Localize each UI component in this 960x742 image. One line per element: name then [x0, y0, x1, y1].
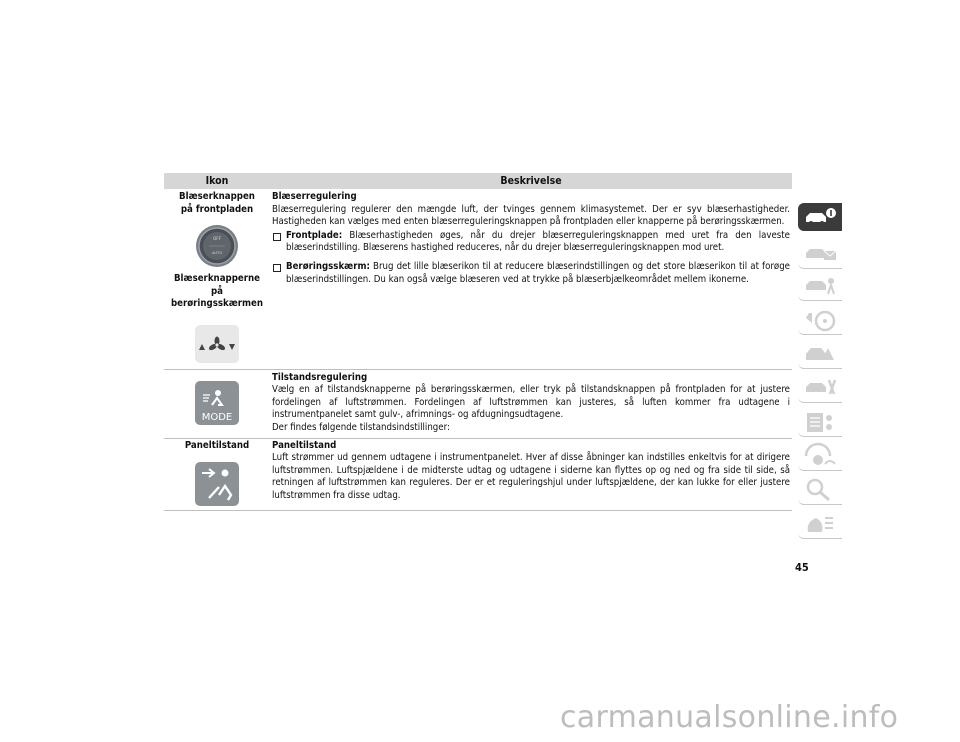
header-icon: Ikon	[164, 173, 270, 189]
bullet-label: Frontplade:	[286, 229, 343, 241]
crash-icon	[798, 340, 842, 368]
tab-crash[interactable]	[798, 340, 842, 369]
mode-text: MODE	[201, 411, 233, 423]
tab-service[interactable]	[798, 374, 842, 403]
tab-index[interactable]	[798, 510, 842, 539]
table-row	[164, 189, 792, 369]
service-icon	[798, 374, 842, 402]
knob-off-text: OFF	[213, 236, 221, 242]
panel-description: Luft strømmer ud gennem udtagene i instrumentpanelet. Hver af disse åbninger kan indstilles enkeltvis for at dirigere luftstrømmen. Luftspjældene i de midterste udtag og udtagene i siderne kan flyttes op og ned og fra side til side, så retningen af luftstrømmen kan reguleres. Der er et reguleringshjul under luftspjældene, der kan lukke for eller justere luftstrømmen fra disse udtag.	[272, 452, 790, 501]
index-icon	[798, 510, 842, 538]
list-item	[272, 261, 790, 286]
fan-speed-buttons-icon	[195, 325, 239, 363]
bullet-text: Brug det lille blæserikon til at reducere blæserindstillingen og det store blæserikon til at forøge blæserindstillingen. Du kan også vælge blæseren ved at trykke på blæserbjælkeområdet mellem ikonerne.	[286, 260, 790, 285]
tab-multimedia[interactable]	[798, 442, 842, 471]
icon-label-touchscreen: Blæserknapperne på berøringsskærmen	[170, 273, 264, 310]
fan-description: Blæserregulering regulerer den mængde luft, der tvinges gennem klimasystemet. Der er syv blæserhastigheder. Hastigheden kan vælges med enten blæserreguleringsknappen på frontpladen eller knapperne på berøringsskærmen.	[272, 203, 790, 228]
bullet-label: Berøringsskærm:	[286, 260, 370, 272]
mode-description: Vælg en af tilstandsknapperne på berøringsskærmen, eller tryk på tilstandsknappen på frontpladen for at justere fordelingen af luftstrømmen. Fordelingen af luftstrømmen kan justeres, så luften kommer fra udtagene i instrumentpanelet samt gulv-, afrimnings- og afdugningsudtagene.	[272, 384, 790, 421]
search-icon	[798, 476, 842, 504]
section-title-panel: Paneltilstand	[272, 439, 337, 451]
mode-description-2: Der findes følgende tilstandsindstillinger:	[272, 421, 450, 433]
tab-vehicle-info[interactable]	[798, 203, 842, 231]
message-icon	[798, 240, 842, 268]
panel-mode-icon	[195, 462, 239, 506]
fan-knob-icon	[195, 224, 239, 268]
tab-steering[interactable]	[798, 306, 842, 335]
watermark: carmanualsonline.info	[560, 700, 899, 735]
section-title-mode: Tilstandsregulering	[272, 371, 368, 383]
multimedia-icon	[798, 442, 842, 470]
tab-safety[interactable]	[798, 272, 842, 301]
table-row	[164, 369, 792, 438]
vehicle-info-icon	[798, 203, 842, 231]
tab-search[interactable]	[798, 476, 842, 505]
list-item	[272, 230, 790, 255]
icon-label-panel: Paneltilstand	[184, 439, 250, 451]
steering-icon	[798, 306, 842, 334]
bullet-text: Blæserhastigheden øges, når du drejer blæserreguleringsknappen med uret fra den laveste blæserindstilling. Blæserens hastighed reduceres, når du drejer blæserreguleringsknappen mod uret.	[286, 229, 790, 254]
tab-specs[interactable]	[798, 408, 842, 437]
page-number: 45	[795, 561, 809, 574]
knob-auto-text: AUTO	[211, 251, 223, 256]
section-title-fan: Blæserregulering	[272, 191, 357, 202]
header-description: Beskrivelse	[270, 173, 792, 189]
table-row	[164, 438, 792, 510]
specs-icon	[798, 408, 842, 436]
mode-button-icon	[195, 381, 239, 425]
safety-icon	[798, 272, 842, 300]
climate-controls-table	[164, 173, 792, 511]
tab-message[interactable]	[798, 240, 842, 269]
icon-label-frontplate: Blæserknappen på frontpladen	[179, 191, 255, 215]
